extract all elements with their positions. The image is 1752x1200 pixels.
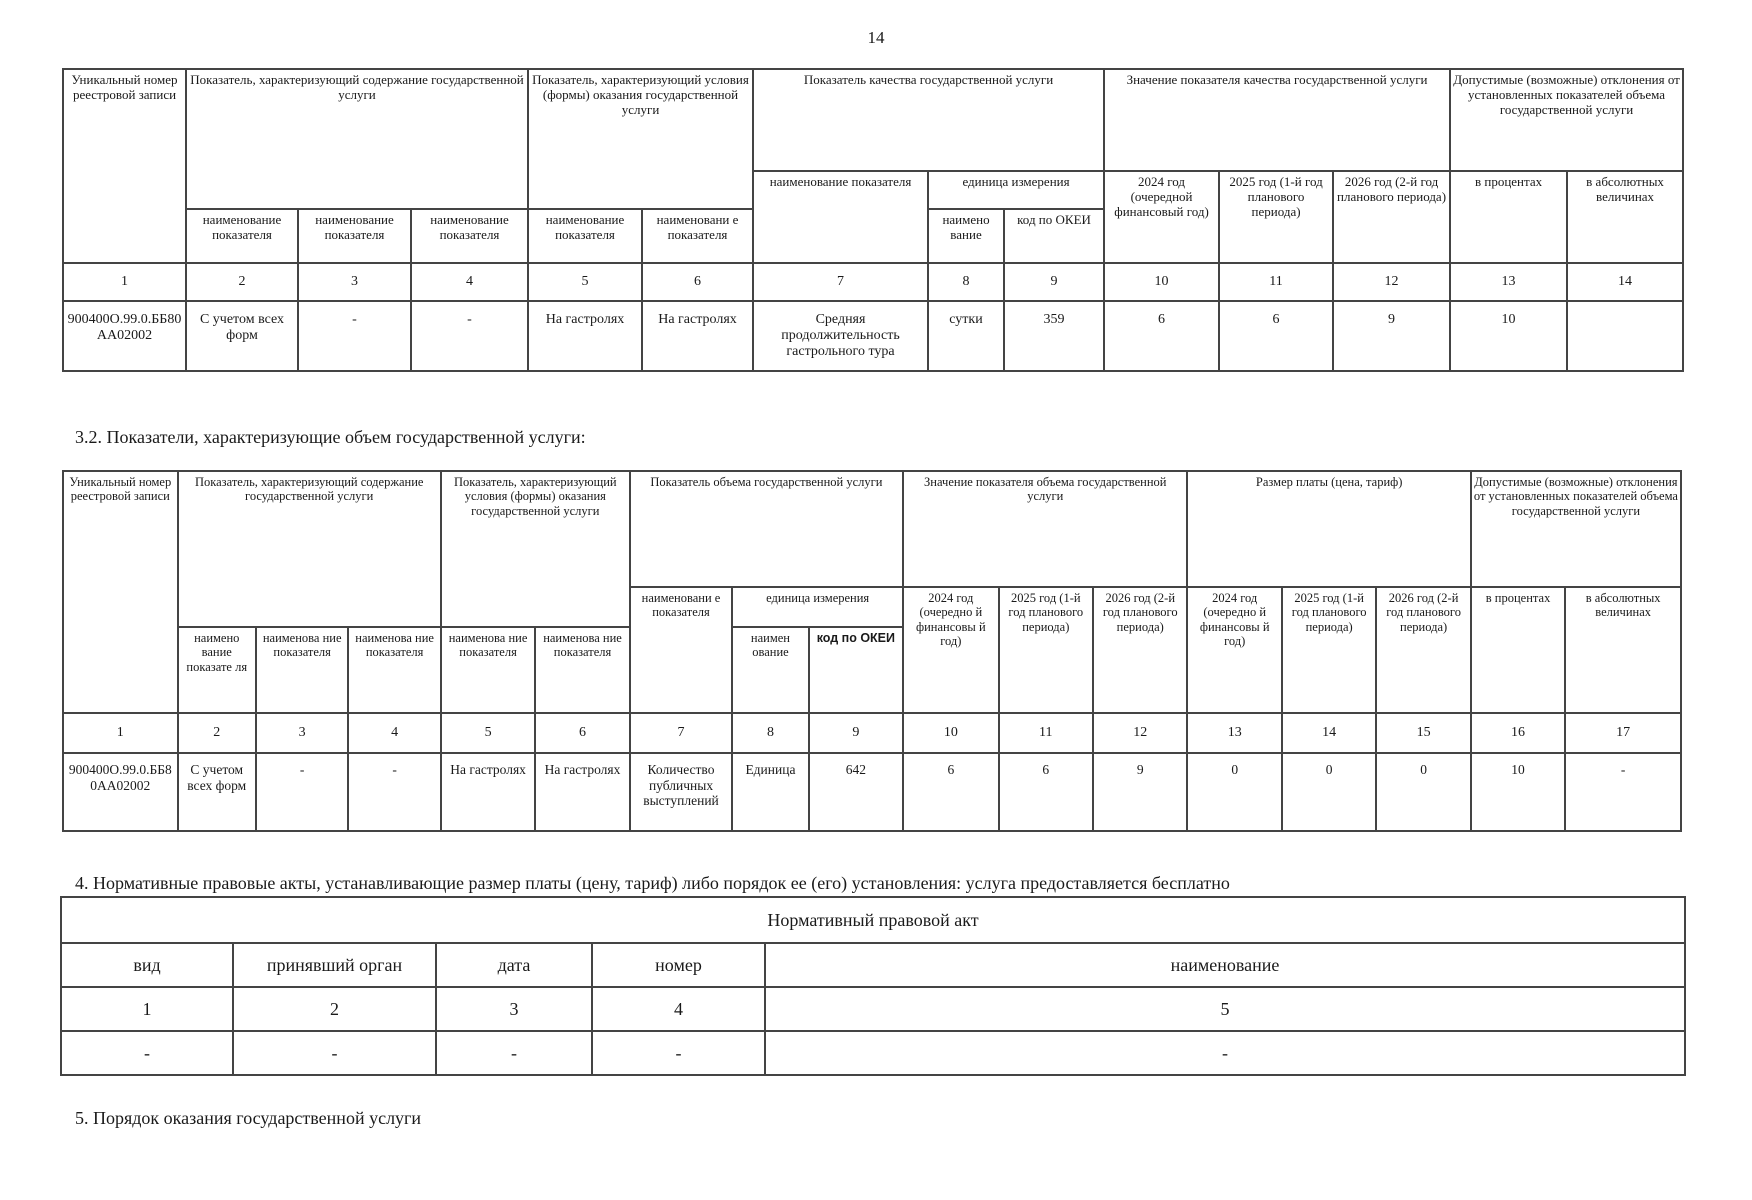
column-number: 3 [256,713,348,753]
column-number: 3 [298,263,411,301]
content-indicator-header: Показатель, характеризующий содержание государственной услуги [178,471,441,627]
indicator-name-header: наимено вание показате ля [178,627,256,713]
quality-indicator-header: Показатель качества государственной услуги [753,69,1104,171]
registry-number-cell: 900400О.99.0.ББ80АА02002 [63,753,178,831]
act-issuer-header: принявший орган [233,943,436,987]
table-cell: - [411,301,528,371]
column-number: 6 [642,263,753,301]
table-cell: 6 [903,753,998,831]
table-cell: - [765,1031,1685,1075]
table-cell: - [1565,753,1681,831]
fee-year-2026-header: 2026 год (2-й год планового периода) [1376,587,1470,713]
quality-value-header: Значение показателя качества государственной услуги [1104,69,1450,171]
section-heading-3-2: 3.2. Показатели, характеризующие объем государственной услуги: [75,427,586,447]
column-number: 17 [1565,713,1681,753]
indicator-name-header: наименова ние показателя [256,627,348,713]
column-number: 4 [411,263,528,301]
column-number: 13 [1450,263,1567,301]
unit-header: единица измерения [732,587,903,627]
volume-indicator-header: Показатель объема государственной услуги [630,471,903,587]
column-number: 9 [1004,263,1104,301]
column-number: 7 [630,713,733,753]
okei-header: код по ОКЕИ [1004,209,1104,263]
act-date-header: дата [436,943,592,987]
table-cell: 9 [1333,301,1450,371]
column-number: 8 [928,263,1004,301]
act-name-header: наименование [765,943,1685,987]
table-cell: - [436,1031,592,1075]
table-cell [1567,301,1683,371]
column-number: 11 [999,713,1093,753]
fee-header: Размер платы (цена, тариф) [1187,471,1470,587]
column-number: 8 [732,713,808,753]
column-number: 10 [903,713,998,753]
column-number: 1 [63,713,178,753]
deviation-header: Допустимые (возможные) отклонения от установленных показателей объема государственной услуги [1471,471,1681,587]
content-indicator-header: Показатель, характеризующий содержание государственной услуги [186,69,528,209]
percent-header: в процентах [1471,587,1565,713]
value-year-2025-header: 2025 год (1-й год планового периода) [999,587,1093,713]
column-number: 2 [178,713,256,753]
column-number: 11 [1219,263,1333,301]
indicator-name-header: наименование показателя [186,209,298,263]
column-number: 7 [753,263,928,301]
column-number: 1 [63,263,186,301]
column-number: 15 [1376,713,1470,753]
unit-header: единица измерения [928,171,1104,209]
value-year-2026-header: 2026 год (2-й год планового периода) [1093,587,1187,713]
column-number: 5 [765,987,1685,1031]
table-cell: Средняя продолжительность гастрольного тура [753,301,928,371]
unit-name-header: наимен ование [732,627,808,713]
column-number: 2 [233,987,436,1031]
legal-acts-table [60,896,1686,1076]
table-cell: На гастролях [535,753,629,831]
act-type-header: вид [61,943,233,987]
table-cell: - [348,753,440,831]
indicator-name-header: наименовани е показателя [630,587,733,713]
table-cell: - [256,753,348,831]
registry-number-cell: 900400О.99.0.ББ80АА02002 [63,301,186,371]
fee-year-2024-header: 2024 год (очередно й финансовы й год) [1187,587,1281,713]
indicator-name-header: наименование показателя [528,209,642,263]
unit-name-header: наимено вание [928,209,1004,263]
table-cell: 9 [1093,753,1187,831]
table-cell: 6 [999,753,1093,831]
table-cell: 6 [1104,301,1219,371]
column-number: 6 [535,713,629,753]
column-number: 14 [1567,263,1683,301]
table-cell: На гастролях [642,301,753,371]
table-cell: 6 [1219,301,1333,371]
year-2024-header: 2024 год (очередной финансовый год) [1104,171,1219,263]
table-cell: - [233,1031,436,1075]
indicator-name-header: наименование показателя [753,171,928,263]
page-number: 14 [867,28,885,47]
column-number: 12 [1333,263,1450,301]
column-number: 5 [528,263,642,301]
column-number: 4 [348,713,440,753]
act-number-header: номер [592,943,765,987]
column-number: 10 [1104,263,1219,301]
value-year-2024-header: 2024 год (очередно й финансовы й год) [903,587,998,713]
table-cell: Количество публичных выступлений [630,753,733,831]
table-cell: - [592,1031,765,1075]
registry-number-header: Уникальный номер реестровой записи [63,471,178,713]
table-cell: С учетом всех форм [186,301,298,371]
table-row [63,301,1683,371]
table-cell: 0 [1282,753,1376,831]
registry-number-header: Уникальный номер реестровой записи [63,69,186,263]
table-cell: 10 [1450,301,1567,371]
fee-year-2025-header: 2025 год (1-й год планового периода) [1282,587,1376,713]
legal-act-title: Нормативный правовой акт [61,897,1685,943]
column-number: 13 [1187,713,1281,753]
table-cell: 359 [1004,301,1104,371]
indicator-name-header: наименование показателя [411,209,528,263]
deviation-header: Допустимые (возможные) отклонения от установленных показателей объема государственной услуги [1450,69,1683,171]
indicator-name-header: наименовани е показателя [642,209,753,263]
absolute-header: в абсолютных величинах [1565,587,1681,713]
column-number: 4 [592,987,765,1031]
conditions-indicator-header: Показатель, характеризующий условия (формы) оказания государственной услуги [441,471,630,627]
table-cell: сутки [928,301,1004,371]
table-cell: - [298,301,411,371]
section-heading-5: 5. Порядок оказания государственной услуги [75,1108,422,1128]
table-cell: 0 [1187,753,1281,831]
volume-indicators-table [62,470,1682,832]
indicator-name-header: наименова ние показателя [348,627,440,713]
table-cell: 0 [1376,753,1470,831]
column-number: 2 [186,263,298,301]
table-cell: - [61,1031,233,1075]
indicator-name-header: наименование показателя [298,209,411,263]
column-number: 3 [436,987,592,1031]
table-cell: С учетом всех форм [178,753,256,831]
column-number: 9 [809,713,903,753]
absolute-header: в абсолютных величинах [1567,171,1683,263]
table-cell: На гастролях [528,301,642,371]
indicator-name-header: наименова ние показателя [441,627,535,713]
column-number: 1 [61,987,233,1031]
okei-header: код по ОКЕИ [809,627,903,713]
table-row [63,753,1681,831]
section-heading-4: 4. Нормативные правовые акты, устанавливающие размер платы (цену, тариф) либо порядок ее (его) установления: услуга предоставляется бесплатно [75,873,1230,893]
quality-indicators-table [62,68,1684,372]
year-2026-header: 2026 год (2-й год планового периода) [1333,171,1450,263]
percent-header: в процентах [1450,171,1567,263]
table-cell: 10 [1471,753,1565,831]
table-row [61,1031,1685,1075]
year-2025-header: 2025 год (1-й год планового периода) [1219,171,1333,263]
column-number: 16 [1471,713,1565,753]
table-cell: На гастролях [441,753,535,831]
indicator-name-header: наименова ние показателя [535,627,629,713]
column-number: 5 [441,713,535,753]
table-cell: 642 [809,753,903,831]
volume-value-header: Значение показателя объема государственной услуги [903,471,1187,587]
column-number: 12 [1093,713,1187,753]
table-cell: Единица [732,753,808,831]
conditions-indicator-header: Показатель, характеризующий условия (формы) оказания государственной услуги [528,69,753,209]
column-number: 14 [1282,713,1376,753]
